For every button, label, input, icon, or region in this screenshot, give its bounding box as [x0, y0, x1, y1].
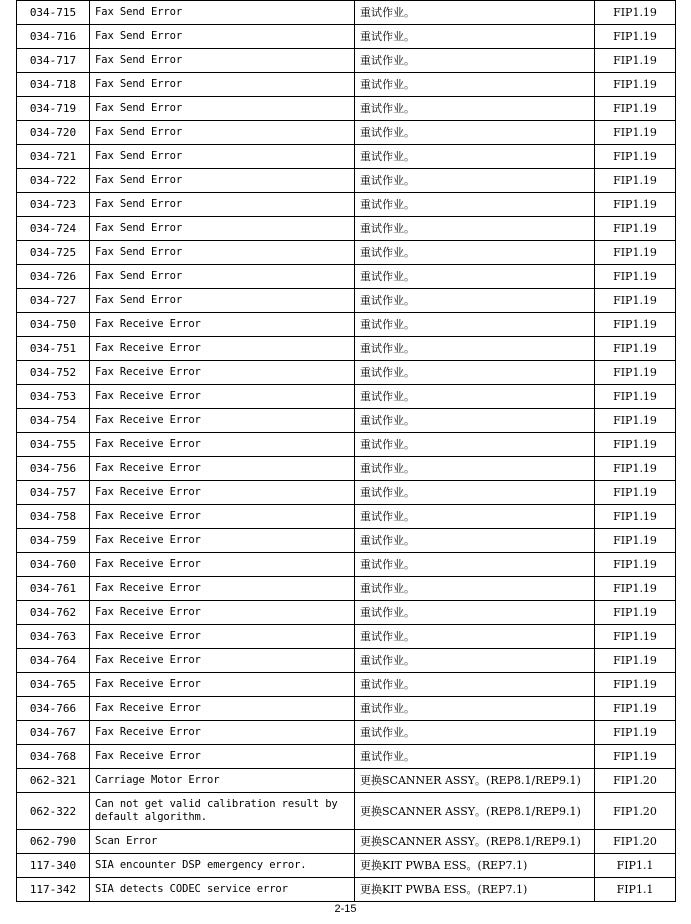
corrective-action-cell: 重试作业。 — [355, 385, 595, 409]
error-code-cell: 062-790 — [17, 830, 90, 854]
error-code-cell: 034-724 — [17, 217, 90, 241]
corrective-action-cell: 重试作业。 — [355, 721, 595, 745]
table-row — [17, 25, 676, 49]
fip-reference-cell: FIP1.19 — [595, 289, 676, 313]
corrective-action-cell: 重试作业。 — [355, 745, 595, 769]
error-description-cell: Fax Send Error — [90, 145, 355, 169]
error-description-cell: Fax Receive Error — [90, 553, 355, 577]
error-code-cell: 034-722 — [17, 169, 90, 193]
error-description-cell: Fax Receive Error — [90, 601, 355, 625]
table-row — [17, 433, 676, 457]
corrective-action-cell: 重试作业。 — [355, 457, 595, 481]
table-row — [17, 697, 676, 721]
error-code-cell: 034-764 — [17, 649, 90, 673]
table-row — [17, 577, 676, 601]
corrective-action-cell: 重试作业。 — [355, 361, 595, 385]
error-code-cell: 034-717 — [17, 49, 90, 73]
error-code-cell: 034-761 — [17, 577, 90, 601]
error-code-cell: 034-768 — [17, 745, 90, 769]
corrective-action-cell: 重试作业。 — [355, 169, 595, 193]
error-description-cell: Fax Send Error — [90, 121, 355, 145]
corrective-action-cell: 更换SCANNER ASSY。(REP8.1/REP9.1) — [355, 830, 595, 854]
corrective-action-cell: 重试作业。 — [355, 217, 595, 241]
corrective-action-cell: 重试作业。 — [355, 601, 595, 625]
error-description-cell: Fax Receive Error — [90, 313, 355, 337]
error-code-cell: 034-723 — [17, 193, 90, 217]
error-code-cell: 034-716 — [17, 25, 90, 49]
error-description-cell: Fax Send Error — [90, 169, 355, 193]
fip-reference-cell: FIP1.19 — [595, 457, 676, 481]
table-row — [17, 769, 676, 793]
error-description-cell: SIA encounter DSP emergency error. — [90, 854, 355, 878]
error-code-cell: 117-340 — [17, 854, 90, 878]
table-row — [17, 49, 676, 73]
fip-reference-cell: FIP1.19 — [595, 193, 676, 217]
error-code-cell: 034-752 — [17, 361, 90, 385]
fip-reference-cell: FIP1.20 — [595, 769, 676, 793]
corrective-action-cell: 重试作业。 — [355, 577, 595, 601]
fip-reference-cell: FIP1.19 — [595, 409, 676, 433]
error-code-cell: 034-750 — [17, 313, 90, 337]
fip-reference-cell: FIP1.19 — [595, 73, 676, 97]
table-row — [17, 121, 676, 145]
table-row — [17, 625, 676, 649]
error-description-cell: Fax Send Error — [90, 1, 355, 25]
fip-reference-cell: FIP1.19 — [595, 433, 676, 457]
error-description-cell: Fax Send Error — [90, 241, 355, 265]
error-code-cell: 062-322 — [17, 793, 90, 830]
error-code-cell: 034-715 — [17, 1, 90, 25]
fip-reference-cell: FIP1.19 — [595, 169, 676, 193]
fip-reference-cell: FIP1.20 — [595, 793, 676, 830]
error-code-cell: 034-757 — [17, 481, 90, 505]
fip-reference-cell: FIP1.19 — [595, 649, 676, 673]
error-description-cell: SIA detects CODEC service error — [90, 878, 355, 902]
error-description-cell: Fax Send Error — [90, 73, 355, 97]
corrective-action-cell: 重试作业。 — [355, 49, 595, 73]
corrective-action-cell: 重试作业。 — [355, 697, 595, 721]
fip-reference-cell: FIP1.19 — [595, 145, 676, 169]
error-code-cell: 062-321 — [17, 769, 90, 793]
corrective-action-cell: 重试作业。 — [355, 313, 595, 337]
table-row — [17, 361, 676, 385]
table-row — [17, 601, 676, 625]
corrective-action-cell: 重试作业。 — [355, 25, 595, 49]
error-description-cell: Fax Send Error — [90, 289, 355, 313]
table-row — [17, 505, 676, 529]
error-code-cell: 034-727 — [17, 289, 90, 313]
table-row — [17, 193, 676, 217]
table-row — [17, 878, 676, 902]
error-code-cell: 034-718 — [17, 73, 90, 97]
corrective-action-cell: 重试作业。 — [355, 505, 595, 529]
table-row — [17, 854, 676, 878]
error-description-cell: Fax Receive Error — [90, 505, 355, 529]
error-code-table — [16, 0, 676, 902]
table-row — [17, 721, 676, 745]
corrective-action-cell: 更换SCANNER ASSY。(REP8.1/REP9.1) — [355, 793, 595, 830]
fip-reference-cell: FIP1.19 — [595, 337, 676, 361]
error-code-cell: 034-719 — [17, 97, 90, 121]
corrective-action-cell: 更换KIT PWBA ESS。(REP7.1) — [355, 878, 595, 902]
fip-reference-cell: FIP1.19 — [595, 505, 676, 529]
error-description-cell: Fax Receive Error — [90, 433, 355, 457]
error-description-cell: Fax Receive Error — [90, 577, 355, 601]
error-code-cell: 034-763 — [17, 625, 90, 649]
error-code-cell: 117-342 — [17, 878, 90, 902]
corrective-action-cell: 重试作业。 — [355, 481, 595, 505]
table-row — [17, 385, 676, 409]
table-row — [17, 73, 676, 97]
error-code-cell: 034-756 — [17, 457, 90, 481]
corrective-action-cell: 重试作业。 — [355, 265, 595, 289]
fip-reference-cell: FIP1.19 — [595, 697, 676, 721]
fip-reference-cell: FIP1.19 — [595, 49, 676, 73]
error-description-cell: Scan Error — [90, 830, 355, 854]
error-code-cell: 034-758 — [17, 505, 90, 529]
table-row — [17, 793, 676, 830]
error-description-cell: Fax Receive Error — [90, 385, 355, 409]
error-description-cell: Fax Receive Error — [90, 457, 355, 481]
corrective-action-cell: 更换KIT PWBA ESS。(REP7.1) — [355, 854, 595, 878]
corrective-action-cell: 重试作业。 — [355, 409, 595, 433]
error-description-cell: Fax Send Error — [90, 265, 355, 289]
error-description-cell: Fax Receive Error — [90, 721, 355, 745]
corrective-action-cell: 重试作业。 — [355, 649, 595, 673]
table-row — [17, 409, 676, 433]
fip-reference-cell: FIP1.1 — [595, 878, 676, 902]
fip-reference-cell: FIP1.19 — [595, 121, 676, 145]
fip-reference-cell: FIP1.19 — [595, 385, 676, 409]
error-code-table-body — [17, 1, 676, 902]
error-description-cell: Fax Send Error — [90, 97, 355, 121]
table-row — [17, 169, 676, 193]
page-number: 2-15 — [334, 903, 357, 915]
fip-reference-cell: FIP1.19 — [595, 25, 676, 49]
fip-reference-cell: FIP1.19 — [595, 601, 676, 625]
error-description-cell: Fax Send Error — [90, 217, 355, 241]
table-row — [17, 97, 676, 121]
error-code-cell: 034-726 — [17, 265, 90, 289]
error-description-cell: Fax Receive Error — [90, 649, 355, 673]
corrective-action-cell: 重试作业。 — [355, 73, 595, 97]
error-code-cell: 034-720 — [17, 121, 90, 145]
fip-reference-cell: FIP1.19 — [595, 1, 676, 25]
error-code-cell: 034-760 — [17, 553, 90, 577]
fip-reference-cell: FIP1.19 — [595, 625, 676, 649]
fip-reference-cell: FIP1.19 — [595, 553, 676, 577]
error-code-cell: 034-721 — [17, 145, 90, 169]
table-row — [17, 313, 676, 337]
error-description-cell: Fax Send Error — [90, 25, 355, 49]
error-code-cell: 034-725 — [17, 241, 90, 265]
error-description-cell: Fax Receive Error — [90, 529, 355, 553]
fip-reference-cell: FIP1.19 — [595, 529, 676, 553]
error-description-cell: Fax Receive Error — [90, 361, 355, 385]
error-description-cell: Fax Receive Error — [90, 409, 355, 433]
corrective-action-cell: 重试作业。 — [355, 121, 595, 145]
error-description-cell: Fax Receive Error — [90, 697, 355, 721]
fip-reference-cell: FIP1.19 — [595, 361, 676, 385]
corrective-action-cell: 重试作业。 — [355, 433, 595, 457]
error-description-cell: Fax Receive Error — [90, 625, 355, 649]
error-description-cell: Can not get valid calibration result by default algorithm. — [90, 793, 355, 830]
corrective-action-cell: 重试作业。 — [355, 553, 595, 577]
corrective-action-cell: 重试作业。 — [355, 193, 595, 217]
fip-reference-cell: FIP1.19 — [595, 577, 676, 601]
table-row — [17, 241, 676, 265]
table-row — [17, 265, 676, 289]
table-row — [17, 289, 676, 313]
corrective-action-cell: 重试作业。 — [355, 529, 595, 553]
table-row — [17, 649, 676, 673]
error-code-cell: 034-762 — [17, 601, 90, 625]
error-description-cell: Fax Send Error — [90, 49, 355, 73]
table-row — [17, 145, 676, 169]
table-row — [17, 457, 676, 481]
fip-reference-cell: FIP1.19 — [595, 313, 676, 337]
error-description-cell: Fax Receive Error — [90, 337, 355, 361]
error-code-cell: 034-755 — [17, 433, 90, 457]
error-code-cell: 034-759 — [17, 529, 90, 553]
error-description-cell: Carriage Motor Error — [90, 769, 355, 793]
corrective-action-cell: 更换SCANNER ASSY。(REP8.1/REP9.1) — [355, 769, 595, 793]
fip-reference-cell: FIP1.19 — [595, 217, 676, 241]
error-code-cell: 034-751 — [17, 337, 90, 361]
corrective-action-cell: 重试作业。 — [355, 145, 595, 169]
fip-reference-cell: FIP1.19 — [595, 265, 676, 289]
table-row — [17, 217, 676, 241]
table-row — [17, 673, 676, 697]
fip-reference-cell: FIP1.19 — [595, 97, 676, 121]
corrective-action-cell: 重试作业。 — [355, 337, 595, 361]
error-code-cell: 034-753 — [17, 385, 90, 409]
table-row — [17, 830, 676, 854]
fip-reference-cell: FIP1.19 — [595, 673, 676, 697]
table-row — [17, 553, 676, 577]
table-row — [17, 1, 676, 25]
corrective-action-cell: 重试作业。 — [355, 1, 595, 25]
table-row — [17, 481, 676, 505]
error-description-cell: Fax Send Error — [90, 193, 355, 217]
fip-reference-cell: FIP1.19 — [595, 241, 676, 265]
error-code-cell: 034-767 — [17, 721, 90, 745]
fip-reference-cell: FIP1.19 — [595, 481, 676, 505]
fip-reference-cell: FIP1.19 — [595, 745, 676, 769]
error-code-cell: 034-754 — [17, 409, 90, 433]
corrective-action-cell: 重试作业。 — [355, 289, 595, 313]
fip-reference-cell: FIP1.20 — [595, 830, 676, 854]
corrective-action-cell: 重试作业。 — [355, 241, 595, 265]
corrective-action-cell: 重试作业。 — [355, 97, 595, 121]
corrective-action-cell: 重试作业。 — [355, 625, 595, 649]
table-row — [17, 529, 676, 553]
fip-reference-cell: FIP1.1 — [595, 854, 676, 878]
table-row — [17, 745, 676, 769]
error-description-cell: Fax Receive Error — [90, 673, 355, 697]
error-description-cell: Fax Receive Error — [90, 745, 355, 769]
table-row — [17, 337, 676, 361]
error-code-cell: 034-765 — [17, 673, 90, 697]
error-code-cell: 034-766 — [17, 697, 90, 721]
corrective-action-cell: 重试作业。 — [355, 673, 595, 697]
fip-reference-cell: FIP1.19 — [595, 721, 676, 745]
error-description-cell: Fax Receive Error — [90, 481, 355, 505]
